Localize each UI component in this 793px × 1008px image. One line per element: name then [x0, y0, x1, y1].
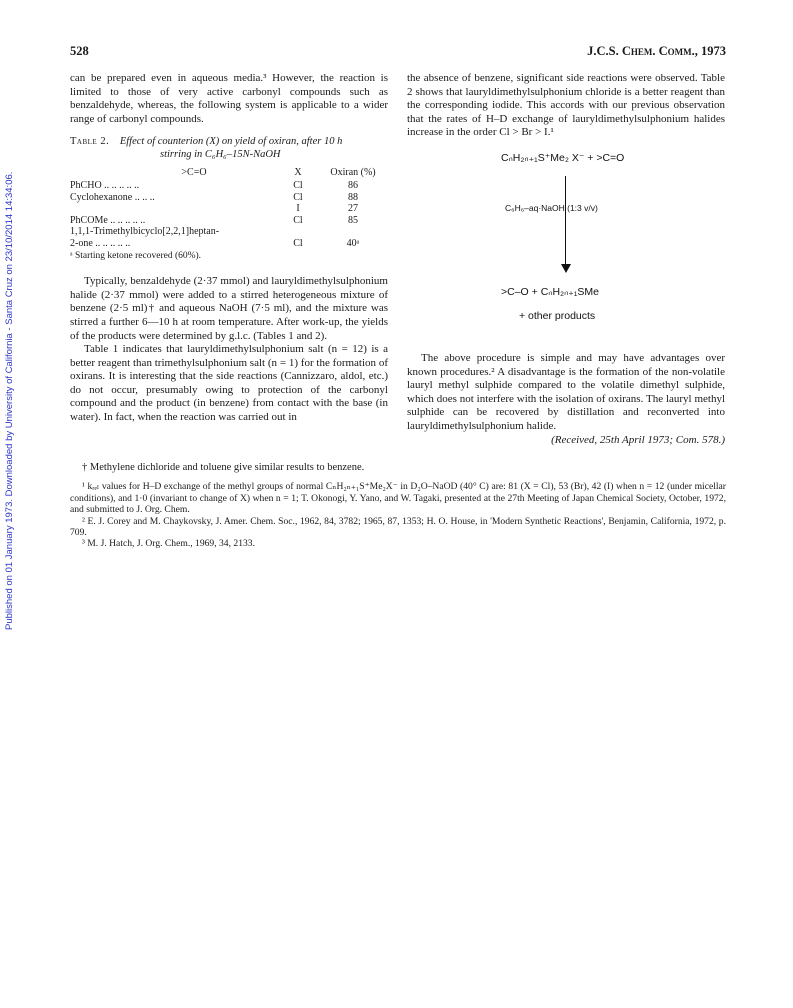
table-row — [70, 192, 388, 204]
procedure-paragraph: Typically, benzaldehyde (2·37 mmol) and lauryldimethylsulphonium halide (2·37 mmol) were added to a stirred heterogeneous mixture of benzene (2·5 ml)† and aqueous NaOH (7·5 ml), and the mixture was stirred a further 6—10 h at room temperature. After work-up, the yields of the products were determined by g.l.c. (Tables 1 and 2). — [70, 275, 388, 342]
table-row — [70, 180, 388, 192]
page-header — [70, 44, 726, 60]
table-caption — [70, 136, 388, 161]
row-counterion: Cl — [293, 237, 303, 249]
left-column — [70, 72, 388, 425]
scheme-other-products: + other products — [519, 309, 596, 322]
row-compound: 1,1,1-Trimethylbicyclo[2,2,1]heptan- — [70, 226, 220, 238]
row-counterion: Cl — [293, 179, 303, 191]
row-compound: PhCHO .. .. .. .. .. — [70, 179, 140, 191]
row-counterion: Cl — [293, 214, 303, 226]
page-number: 528 — [70, 44, 89, 58]
scheme-conditions: C₆H₆–aq·NaOH (1:3 v/v) — [505, 202, 598, 213]
spacer — [70, 263, 388, 275]
table-header-row — [70, 165, 388, 180]
row-yield — [318, 226, 388, 238]
row-counterion: I — [296, 203, 300, 215]
right-intro-paragraph: the absence of benzene, significant side reactions were observed. Table 2 shows that lauryldimethylsulphonium chloride is a better reagent than the corresponding iodide. This accords with our previous observation that the rates of H–D exchange of lauryldimethylsulphonium halides increase in the order Cl > Br > I.¹ — [407, 72, 725, 139]
reaction-arrowhead — [561, 264, 571, 273]
yield-table — [70, 165, 388, 249]
scheme-reactants: CₙH₂ₙ₊₁S⁺Me₂ X⁻ + >C=O — [501, 151, 625, 164]
row-compound: PhCOMe .. .. .. .. .. — [70, 214, 146, 226]
table-row — [70, 238, 388, 250]
row-compound — [70, 203, 278, 215]
column-header-counterion: X — [294, 167, 302, 179]
row-yield: 85 — [348, 214, 358, 226]
scheme-products: >C–O + CₙH₂ₙ₊₁SMe — [501, 285, 599, 298]
journal-title: J.C.S. Chem. Comm., 1973 — [587, 44, 726, 58]
reference-1: ¹ kᵣₑₗ values for H–D exchange of the methyl groups of normal CₙH₂ₙ₊₁S⁺Me₂X⁻ in D₂O–NaOD (40° C) are: 81 (X = Cl), 53 (Br), 42 (I) when n = 12 (under micellar conditions), and 1·0 (invariant to change of X) when n = 1; T. Okonogi, Y. Yano, and W. Tagaki, presented at the 27th Meeting of Japan Chemical Society, October, 1972, and submitted to J. Org. Chem. — [70, 481, 726, 516]
dagger-footnote: † Methylene dichloride and toluene give similar results to benzene. — [82, 462, 365, 473]
download-watermark — [4, 160, 18, 630]
received-date: (Received, 25th April 1973; Com. 578.) — [551, 433, 725, 446]
table-subtitle: stirring in C₆H₆–15N-NaOH — [160, 148, 281, 160]
table-row — [70, 215, 388, 227]
row-compound: 2-one .. .. .. .. .. — [70, 237, 131, 249]
reference-3: ³ M. J. Hatch, J. Org. Chem., 1969, 34, 2133. — [82, 538, 255, 550]
row-yield: 88 — [348, 191, 358, 203]
table-row — [70, 203, 388, 215]
reference-2: ² E. J. Corey and M. Chaykovsky, J. Amer. Chem. Soc., 1962, 84, 3782; 1965, 87, 1353; H. O. House, in 'Modern Synthetic Reactions', Benjamin, California, 1972, p. 709. — [70, 515, 726, 539]
reaction-scheme — [407, 152, 725, 342]
right-column — [407, 72, 725, 447]
column-header-carbonyl: >C=O — [181, 167, 207, 179]
table-title: Effect of counterion (X) on yield of oxiran, after 10 h — [119, 136, 343, 148]
discussion-paragraph: Table 1 indicates that lauryldimethylsulphonium salt (n = 12) is a better reagent than trimethylsulphonium salt (n = 1) for the formation of oxirans. It is interesting that the side reactions (Cannizzaro, aldol, etc.) do not occur, presumably owing to protection of the carbonyl compound and the product (in benzene) from contact with the base (in water). In fact, when the reaction was carried out in — [70, 343, 388, 424]
row-yield: 86 — [348, 179, 358, 191]
row-yield: 40ᵃ — [346, 237, 360, 249]
row-counterion — [278, 226, 318, 238]
row-compound: Cyclohexanone .. .. .. — [70, 191, 155, 203]
table-footnote: ᵃ Starting ketone recovered (60%). — [70, 250, 202, 261]
row-counterion: Cl — [293, 191, 303, 203]
advantages-paragraph: The above procedure is simple and may have advantages over known procedures.² A disadvantage is the formation of the non-volatile lauryl methyl sulphide compared to the volatile dimethyl sulphide, which does not interfere with the isolation of oxirans. The lauryl methyl sulphide can be recovered by distillation and reconverted into lauryldimethylsulphonium halide. — [407, 351, 725, 432]
column-header-yield: Oxiran (%) — [330, 167, 376, 179]
row-yield: 27 — [348, 203, 358, 215]
left-intro-paragraph: can be prepared even in aqueous media.³ However, the reaction is limited to those of very active carbonyl compounds such as benzaldehyde, whereas, the following system is applicable to a wider range of carbonyl compounds. — [70, 72, 388, 125]
download-watermark-text: Published on 01 January 1973. Downloaded by University of California - Santa Cruz on 23/10/2014 14:34:06. — [4, 171, 15, 630]
table-label: Table 2. — [70, 136, 110, 148]
table-row — [70, 226, 388, 238]
reaction-arrow — [565, 176, 566, 268]
footnotes — [70, 462, 726, 550]
